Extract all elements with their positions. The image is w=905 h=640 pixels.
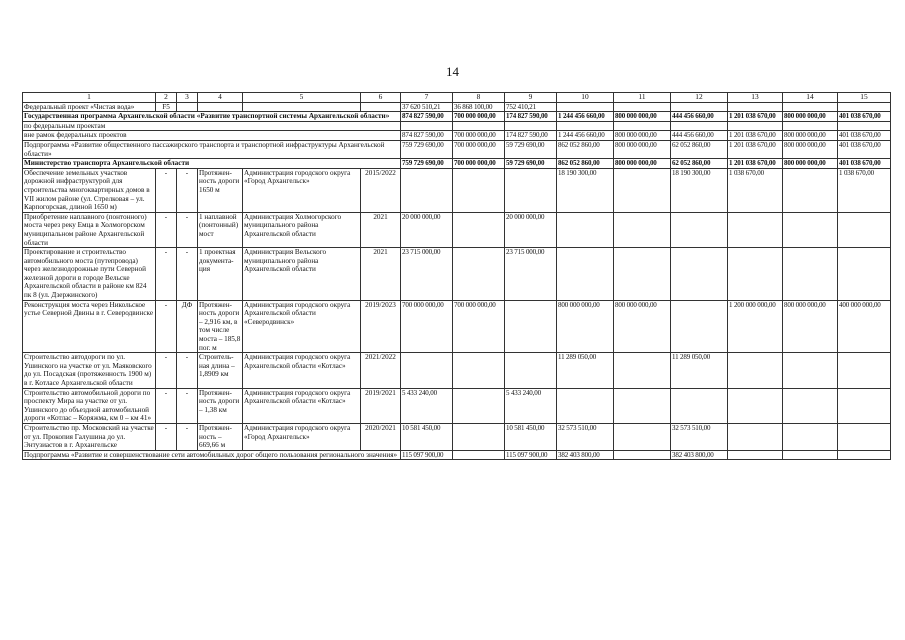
cell-c2: - — [156, 300, 177, 353]
budget-table — [22, 92, 891, 460]
amount-cell — [728, 388, 783, 423]
amount-cell — [401, 121, 453, 131]
amount-cell: 59 729 690,00 — [505, 140, 557, 158]
cell-c3: - — [177, 423, 198, 450]
amount-cell: 700 000 000,00 — [453, 300, 505, 353]
amount-cell — [783, 168, 838, 212]
cell-c5: Администрация городского округа Архангельской области «Северодвинск» — [243, 300, 361, 353]
amount-cell — [557, 388, 614, 423]
amount-cell — [783, 353, 838, 388]
amount-cell: 759 729 690,00 — [401, 159, 453, 169]
amount-cell: 1 038 670,00 — [728, 168, 783, 212]
amount-cell — [505, 300, 557, 353]
amount-cell: 11 289 050,00 — [671, 353, 728, 388]
amount-cell: 800 000 000,00 — [614, 112, 671, 122]
row-label: Реконструкция моста через Никольское устье Северной Двины в г. Северодвинске — [23, 300, 156, 353]
cell-c2: - — [156, 248, 177, 301]
cell-c5: Администрация Вельского муниципального района Архангельской области — [243, 248, 361, 301]
cell-c4: Протяжен-ность – 669,66 м — [198, 423, 243, 450]
cell-c2: F5 — [156, 102, 177, 112]
amount-cell — [838, 102, 891, 112]
cell-c4: Строитель-ная длина – 1,8909 км — [198, 353, 243, 388]
cell-c3 — [177, 102, 198, 112]
amount-cell: 1 200 000 000,00 — [728, 300, 783, 353]
table-row-road-mira — [23, 388, 891, 423]
cell-c2: - — [156, 168, 177, 212]
amount-cell: 401 038 670,00 — [838, 131, 891, 141]
amount-cell — [614, 121, 671, 131]
amount-cell: 23 715 000,00 — [505, 248, 557, 301]
row-label: Приобретение наплавного (понтонного) моста через реку Емца в Холмогорском муниципальном районе Архангельской области — [23, 212, 156, 247]
amount-cell — [838, 248, 891, 301]
amount-cell — [671, 248, 728, 301]
amount-cell — [453, 450, 505, 460]
cell-c2: - — [156, 353, 177, 388]
cell-c6: 2021/2022 — [361, 353, 401, 388]
amount-cell: 1 038 670,00 — [838, 168, 891, 212]
amount-cell — [671, 388, 728, 423]
amount-cell: 1 201 038 670,00 — [728, 159, 783, 169]
cell-c4: Протяжен-ность дороги – 1,38 км — [198, 388, 243, 423]
table-row-pontoon-bridge — [23, 212, 891, 247]
amount-cell — [838, 450, 891, 460]
amount-cell: 10 581 450,00 — [505, 423, 557, 450]
row-label: Подпрограмма «Развитие общественного пассажирского транспорта и транспортной инфраструктуры Архангельской области» — [23, 140, 401, 158]
amount-cell — [614, 388, 671, 423]
amount-cell: 800 000 000,00 — [557, 300, 614, 353]
cell-c3: - — [177, 388, 198, 423]
row-label: Проектирование и строительство автомобильного моста (путепровода) через железнодорожные пути Северной железной дороги в городе Вельске Архангельской области в районе км 824 пк 8 (ул. Дзержинского) — [23, 248, 156, 301]
amount-cell — [838, 121, 891, 131]
amount-cell — [557, 248, 614, 301]
cell-c6: 2019/2021 — [361, 388, 401, 423]
cell-c3: - — [177, 353, 198, 388]
amount-cell: 874 827 590,00 — [401, 112, 453, 122]
row-label: Строительство автодороги по ул. Ушинского на участке от ул. Маяковского до ул. Посадская (протяженность 1900 м) в г. Котласе Архангельской области — [23, 353, 156, 388]
amount-cell: 18 190 300,00 — [671, 168, 728, 212]
amount-cell — [671, 212, 728, 247]
cell-c3: ДФ — [177, 300, 198, 353]
amount-cell: 401 038 670,00 — [838, 159, 891, 169]
header-cell: 4 — [198, 93, 243, 103]
amount-cell: 62 052 860,00 — [671, 159, 728, 169]
cell-c6: 2021 — [361, 248, 401, 301]
cell-c3: - — [177, 248, 198, 301]
row-label: Министерство транспорта Архангельской области — [23, 159, 401, 169]
header-cell: 5 — [243, 93, 361, 103]
header-cell: 2 — [156, 93, 177, 103]
cell-c2: - — [156, 388, 177, 423]
header-row — [23, 93, 891, 103]
cell-c6: 2021 — [361, 212, 401, 247]
amount-cell — [557, 121, 614, 131]
amount-cell — [838, 212, 891, 247]
amount-cell: 401 038 670,00 — [838, 112, 891, 122]
amount-cell: 115 097 900,00 — [401, 450, 453, 460]
amount-cell: 800 000 000,00 — [614, 300, 671, 353]
amount-cell — [783, 248, 838, 301]
row-label: Обеспечение земельных участков дорожной инфраструктурой для строительства многоквартирных домов в VII жилом районе (ул. Стрелковая – ул. Карпогорская, длиной 1650 м) — [23, 168, 156, 212]
cell-c5: Администрация городского округа «Город Архангельск» — [243, 168, 361, 212]
amount-cell: 20 000 000,00 — [401, 212, 453, 247]
amount-cell: 862 052 860,00 — [557, 159, 614, 169]
amount-cell: 1 201 038 670,00 — [728, 140, 783, 158]
amount-cell — [614, 212, 671, 247]
table-row-moskovsky-ave — [23, 423, 891, 450]
amount-cell — [728, 423, 783, 450]
cell-c5 — [243, 102, 361, 112]
cell-c5: Администрация Холмогорского муниципального района Архангельской области — [243, 212, 361, 247]
amount-cell: 800 000 000,00 — [614, 140, 671, 158]
amount-cell: 700 000 000,00 — [401, 300, 453, 353]
amount-cell: 382 403 800,00 — [557, 450, 614, 460]
amount-cell — [783, 212, 838, 247]
amount-cell — [614, 423, 671, 450]
amount-cell: 1 244 456 660,00 — [557, 112, 614, 122]
amount-cell — [453, 423, 505, 450]
header-cell: 10 — [557, 93, 614, 103]
amount-cell — [838, 423, 891, 450]
amount-cell: 700 000 000,00 — [453, 112, 505, 122]
amount-cell: 382 403 800,00 — [671, 450, 728, 460]
amount-cell — [505, 353, 557, 388]
amount-cell — [728, 353, 783, 388]
amount-cell: 1 201 038 670,00 — [728, 131, 783, 141]
table-row-road-ushinsky — [23, 353, 891, 388]
amount-cell — [505, 121, 557, 131]
amount-cell — [728, 248, 783, 301]
amount-cell — [838, 388, 891, 423]
row-label: вне рамок федеральных проектов — [23, 131, 401, 141]
cell-c4 — [198, 102, 243, 112]
cell-c4: 1 проектная документа-ция — [198, 248, 243, 301]
table-row-subprogram-roads — [23, 450, 891, 460]
amount-cell — [728, 121, 783, 131]
amount-cell: 32 573 510,00 — [557, 423, 614, 450]
amount-cell — [453, 248, 505, 301]
cell-c4: 1 наплавной (понтонный) мост — [198, 212, 243, 247]
header-cell: 13 — [728, 93, 783, 103]
cell-c5: Администрация городского округа «Город Архангельск» — [243, 423, 361, 450]
row-label: по федеральным проектам — [23, 121, 401, 131]
amount-cell — [783, 450, 838, 460]
cell-c4: Протяжен-ность дороги – 2,916 км, в том числе моста – 185,8 пог. м — [198, 300, 243, 353]
amount-cell: 10 581 450,00 — [401, 423, 453, 450]
amount-cell — [401, 353, 453, 388]
amount-cell — [453, 121, 505, 131]
amount-cell: 1 201 038 670,00 — [728, 112, 783, 122]
cell-c4: Протяжен-ность дороги 1650 м — [198, 168, 243, 212]
header-cell: 14 — [783, 93, 838, 103]
amount-cell: 444 456 660,00 — [671, 112, 728, 122]
row-label: Строительство автомобильной дороги по проспекту Мира на участке от ул. Ушинского до объездной автомобильной дороги «Котлас – Коряжма, км 0 – км 41» — [23, 388, 156, 423]
table-row-overpass-velsk — [23, 248, 891, 301]
amount-cell: 36 868 100,00 — [453, 102, 505, 112]
header-cell: 11 — [614, 93, 671, 103]
amount-cell: 700 000 000,00 — [453, 140, 505, 158]
amount-cell: 400 000 000,00 — [838, 300, 891, 353]
cell-c2: - — [156, 212, 177, 247]
table-row-outside-federal — [23, 131, 891, 141]
amount-cell: 5 433 240,00 — [505, 388, 557, 423]
cell-c2: - — [156, 423, 177, 450]
amount-cell — [614, 102, 671, 112]
table-row-ministry-transport — [23, 159, 891, 169]
amount-cell: 174 827 590,00 — [505, 112, 557, 122]
table-row-subprogram-public-transport — [23, 140, 891, 158]
amount-cell: 5 433 240,00 — [401, 388, 453, 423]
table-row-by-federal — [23, 121, 891, 131]
amount-cell — [614, 248, 671, 301]
header-cell: 12 — [671, 93, 728, 103]
amount-cell — [557, 212, 614, 247]
amount-cell — [783, 121, 838, 131]
amount-cell: 62 052 860,00 — [671, 140, 728, 158]
amount-cell — [614, 168, 671, 212]
amount-cell — [838, 353, 891, 388]
table-row-state-program — [23, 112, 891, 122]
amount-cell — [453, 353, 505, 388]
amount-cell: 444 456 660,00 — [671, 131, 728, 141]
amount-cell — [783, 423, 838, 450]
header-cell: 9 — [505, 93, 557, 103]
amount-cell: 23 715 000,00 — [401, 248, 453, 301]
amount-cell: 700 000 000,00 — [453, 131, 505, 141]
amount-cell: 800 000 000,00 — [614, 131, 671, 141]
table-row-fp-clean-water — [23, 102, 891, 112]
amount-cell — [453, 212, 505, 247]
page-number: 14 — [446, 64, 459, 79]
amount-cell: 11 289 050,00 — [557, 353, 614, 388]
row-label: Федеральный проект «Чистая вода» — [23, 102, 156, 112]
row-label: Государственная программа Архангельской области «Развитие транспортной системы Архангельской области» — [23, 112, 401, 122]
cell-c5: Администрация городского округа Архангельской области «Котлас» — [243, 353, 361, 388]
amount-cell: 174 827 590,00 — [505, 131, 557, 141]
amount-cell — [453, 388, 505, 423]
amount-cell: 800 000 000,00 — [783, 159, 838, 169]
header-cell: 6 — [361, 93, 401, 103]
amount-cell: 32 573 510,00 — [671, 423, 728, 450]
amount-cell — [671, 102, 728, 112]
amount-cell: 59 729 690,00 — [505, 159, 557, 169]
header-cell: 8 — [453, 93, 505, 103]
amount-cell — [453, 168, 505, 212]
amount-cell: 401 038 670,00 — [838, 140, 891, 158]
amount-cell — [728, 102, 783, 112]
amount-cell — [614, 353, 671, 388]
amount-cell: 20 000 000,00 — [505, 212, 557, 247]
amount-cell — [505, 168, 557, 212]
amount-cell — [557, 102, 614, 112]
header-cell: 3 — [177, 93, 198, 103]
amount-cell: 862 052 860,00 — [557, 140, 614, 158]
row-label: Строительство пр. Московский на участке от ул. Прокопия Галушина до ул. Энтузиастов в г. Архангельске — [24, 423, 154, 450]
amount-cell — [783, 388, 838, 423]
amount-cell — [671, 300, 728, 353]
header-cell: 15 — [838, 93, 891, 103]
amount-cell — [783, 102, 838, 112]
amount-cell: 18 190 300,00 — [557, 168, 614, 212]
cell-c3: - — [177, 212, 198, 247]
cell-c3: - — [177, 168, 198, 212]
amount-cell: 115 097 900,00 — [505, 450, 557, 460]
header-cell: 7 — [401, 93, 453, 103]
table-row-nikolsky-bridge — [23, 300, 891, 353]
amount-cell: 1 244 456 660,00 — [557, 131, 614, 141]
amount-cell: 37 620 510,21 — [401, 102, 453, 112]
amount-cell: 874 827 590,00 — [401, 131, 453, 141]
amount-cell — [728, 212, 783, 247]
amount-cell — [614, 450, 671, 460]
cell-c6: 2019/2023 — [361, 300, 401, 353]
row-label: Подпрограмма «Развитие и совершенствование сети автомобильных дорог общего пользования регионального значения» — [23, 450, 401, 460]
amount-cell: 759 729 690,00 — [401, 140, 453, 158]
amount-cell: 752 410,21 — [505, 102, 557, 112]
amount-cell: 800 000 000,00 — [783, 140, 838, 158]
amount-cell: 700 000 000,00 — [453, 159, 505, 169]
amount-cell — [401, 168, 453, 212]
cell-c5: Администрация городского округа Архангельской области «Котлас» — [243, 388, 361, 423]
amount-cell — [671, 121, 728, 131]
cell-c6: 2015/2022 — [361, 168, 401, 212]
amount-cell: 800 000 000,00 — [783, 300, 838, 353]
amount-cell — [728, 450, 783, 460]
cell-c6 — [361, 102, 401, 112]
table-row-land-infra — [23, 168, 891, 212]
amount-cell: 800 000 000,00 — [783, 112, 838, 122]
header-cell: 1 — [23, 93, 156, 103]
amount-cell: 800 000 000,00 — [783, 131, 838, 141]
cell-c6: 2020/2021 — [361, 423, 401, 450]
amount-cell: 800 000 000,00 — [614, 159, 671, 169]
